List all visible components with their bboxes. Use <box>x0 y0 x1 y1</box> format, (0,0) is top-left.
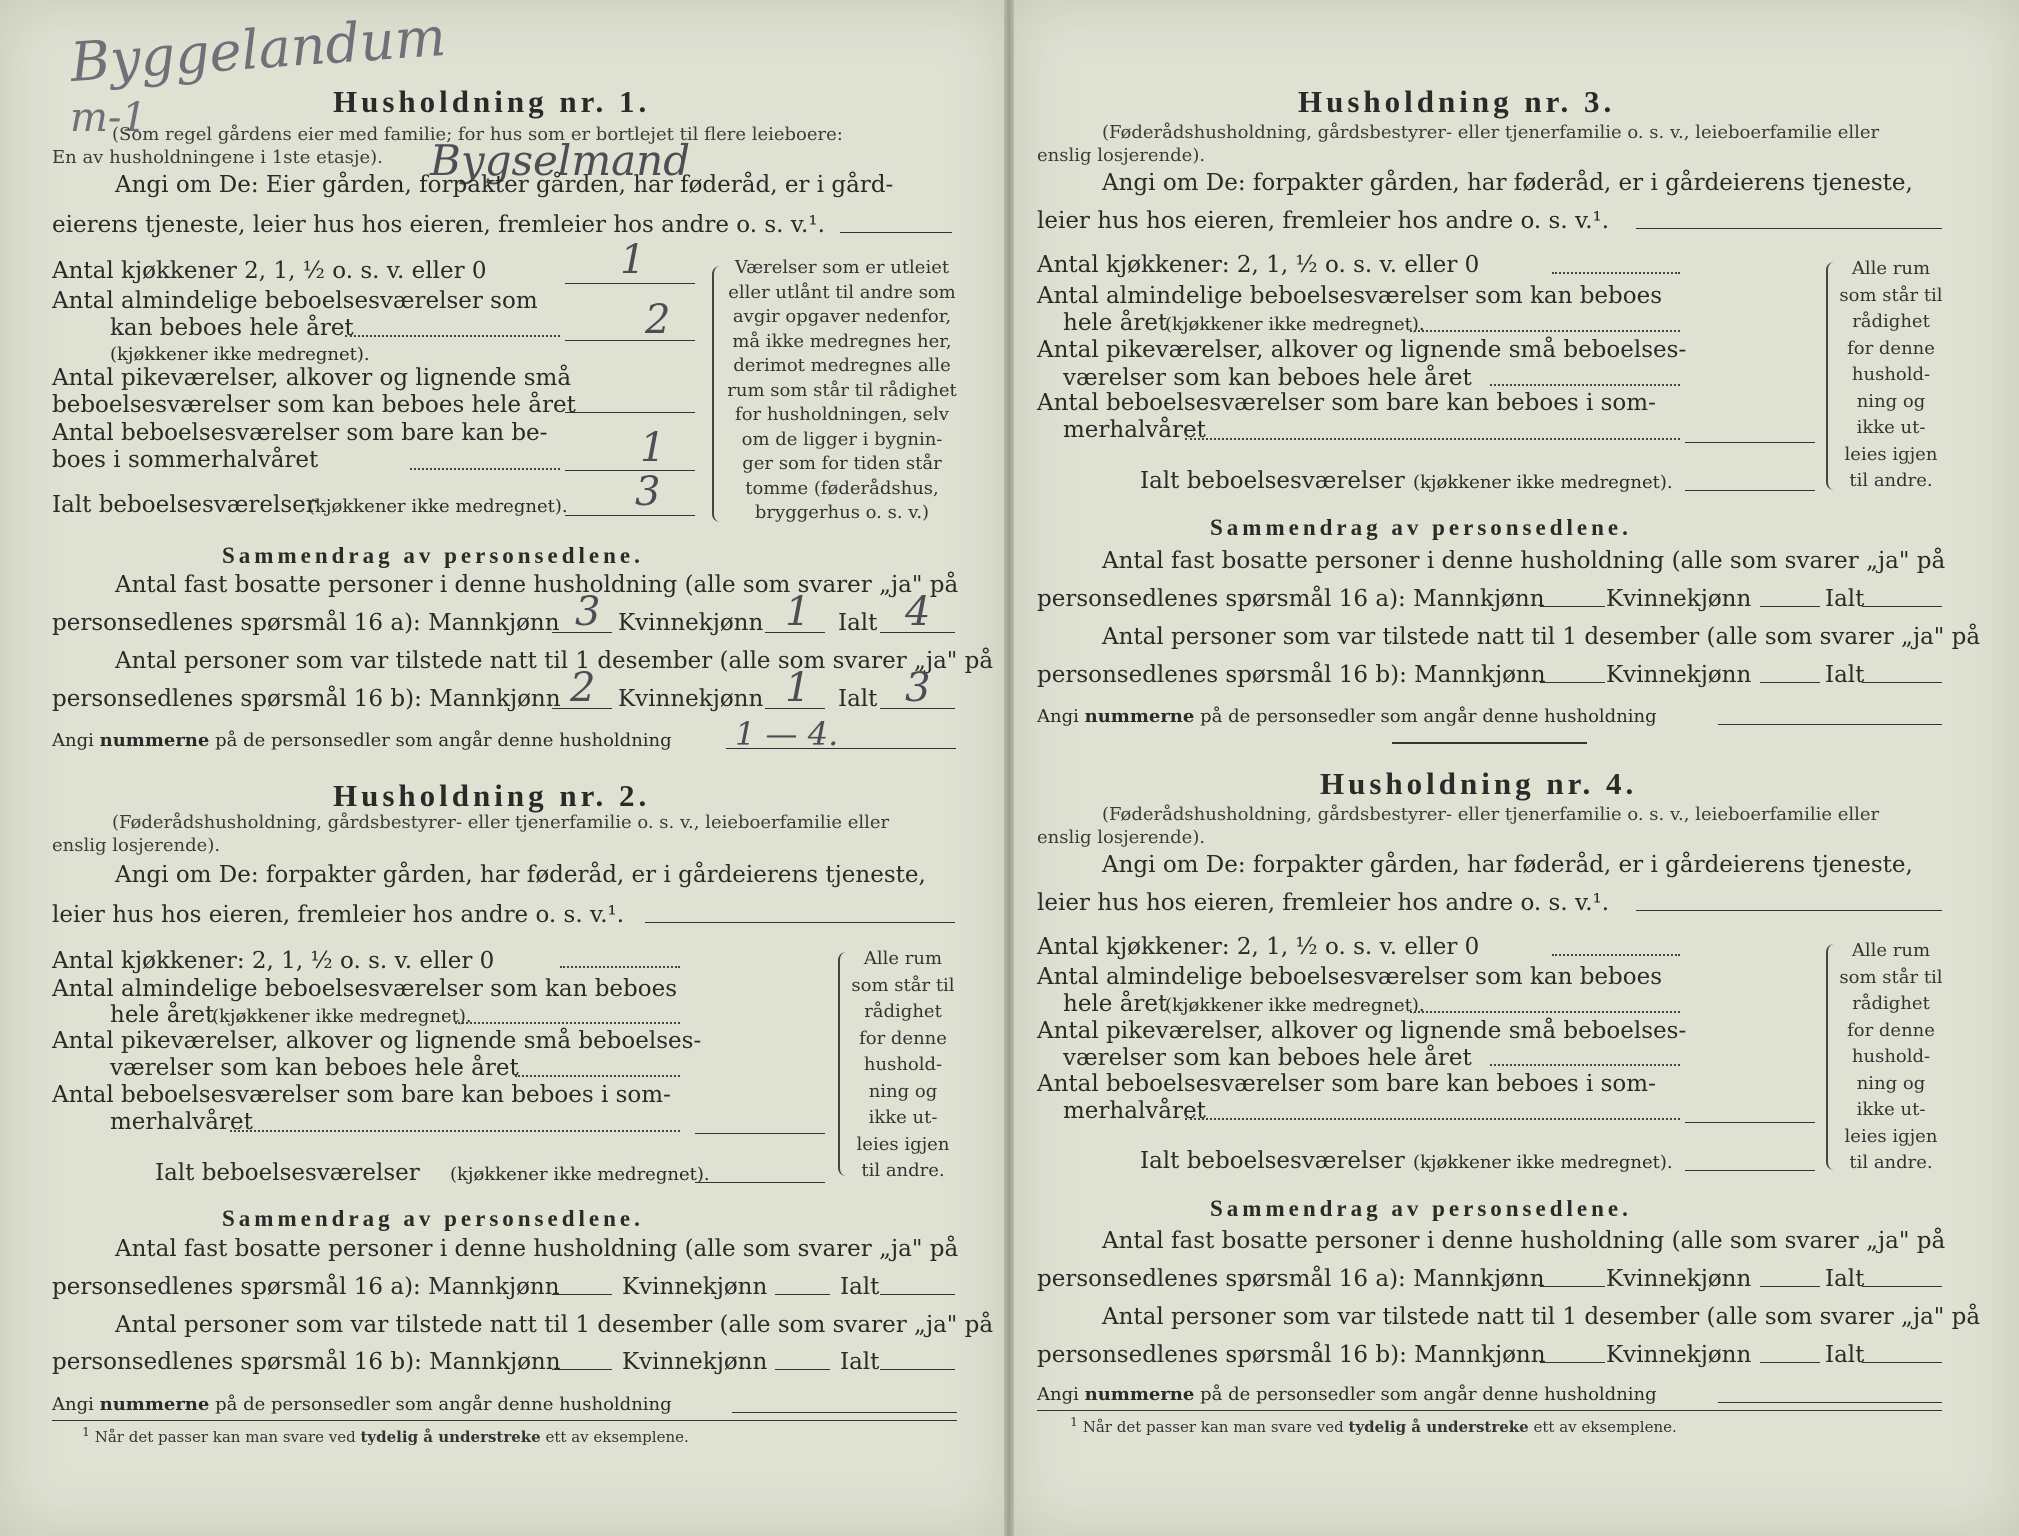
hh1-side-note-line: må ikke medregnes her, <box>732 330 952 352</box>
hh3-angi-2: leier hus hos eieren, fremleier hos andre o. s. v.¹. <box>1037 208 1610 234</box>
hh3-note-1: (Føderådshusholdning, gårdsbestyrer- eller tjenerfamilie o. s. v., leieboerfamilie eller <box>1102 122 1880 143</box>
hh2-side-note-line: rådighet <box>864 1001 942 1022</box>
hh2-side-note-line: hushold- <box>863 1054 943 1075</box>
hh4-summary-title: Sammendrag av personsedlene. <box>1210 1196 1632 1221</box>
hh1-side-note-line: for husholdningen, selv <box>735 404 949 425</box>
hh4-s4: personsedlenes spørsmål 16 b): Mannkjønn <box>1037 1342 1546 1368</box>
hh4-side-note-line: som står til <box>1839 966 1943 988</box>
hh3-summer-b: merhalvåret <box>1063 417 1206 443</box>
hh1-title: Husholdning nr. 1. <box>333 84 651 119</box>
hh3-side-note-line: til andre. <box>1849 470 1933 491</box>
hh2-summer-b: merhalvåret <box>110 1109 253 1135</box>
hh3-s1: Antal fast bosatte personer i denne husholdning (alle som svarer „ja" på <box>1102 548 1946 574</box>
hh4-total: Ialt beboelsesværelser <box>1140 1148 1405 1174</box>
hh4-maid-a: Antal pikeværelser, alkover og lignende små beboelses- <box>1037 1018 1687 1044</box>
hh3-side-note <box>1836 256 1946 495</box>
hh3-total-note: (kjøkkener ikke medregnet). <box>1413 472 1673 493</box>
hh1-rooms-b: kan beboes hele året <box>110 315 354 341</box>
hh3-side-note-line: leies igjen <box>1844 443 1938 465</box>
hh4-kitchens: Antal kjøkkener: 2, 1, ½ o. s. v. eller 0 <box>1037 934 1480 960</box>
hh1-angi-1: Angi om De: Eier gården, forpakter gården, har føderåd, er i gård- <box>115 172 894 198</box>
hh1-total-value: 3 <box>635 469 661 515</box>
hh4-s2: personsedlenes spørsmål 16 a): Mannkjønn <box>1037 1266 1545 1292</box>
hh1-16b-kvinne: Kvinnekjønn <box>618 686 764 712</box>
hh2-note-1: (Føderådshusholdning, gårdsbestyrer- eller tjenerfamilie o. s. v., leieboerfamilie eller <box>112 812 890 833</box>
hh1-angi-2: eierens tjeneste, leier hus hos eieren, fremleier hos andre o. s. v.¹. <box>52 212 825 238</box>
hh2-side-note-line: leies igjen <box>856 1133 950 1155</box>
hh2-side-note-line: ikke ut- <box>868 1107 938 1128</box>
hh1-total-note: (kjøkkener ikke medregnet). <box>308 496 568 517</box>
hh4-side-note-line: hushold- <box>1851 1046 1931 1067</box>
hh4-note-2: enslig losjerende). <box>1037 827 1206 848</box>
hh1-s4: personsedlenes spørsmål 16 b): Mannkjønn <box>52 686 561 712</box>
hh1-side-note <box>722 256 962 526</box>
hh1-side-note-line: om de ligger i bygnin- <box>741 428 943 450</box>
hh3-16a-kvinne: Kvinnekjønn <box>1606 586 1752 612</box>
hh2-side-note-line: som står til <box>851 974 955 996</box>
hh1-16b-ialt: Ialt <box>838 686 878 712</box>
hh2-side-note-line: for denne <box>859 1027 947 1049</box>
hh2-total-note: (kjøkkener ikke medregnet). <box>450 1164 710 1185</box>
hh1-numbers-value: 1 — 4. <box>735 715 839 753</box>
hh3-side-note-line: ning og <box>1856 390 1926 412</box>
hh2-note-2: enslig losjerende). <box>52 835 221 856</box>
hh2-maid-a: Antal pikeværelser, alkover og lignende små beboelses- <box>52 1028 702 1054</box>
hh2-16b-kvinne: Kvinnekjønn <box>622 1349 768 1375</box>
hh4-rooms-c: (kjøkkener ikke medregnet). <box>1165 995 1425 1016</box>
hh1-summer-a: Antal beboelsesværelser som bare kan be- <box>52 420 548 446</box>
hh2-side-note-line: Alle rum <box>863 948 943 969</box>
hh4-16a-kvinne: Kvinnekjønn <box>1606 1266 1752 1292</box>
hh1-kitchens-value: 1 <box>620 237 646 283</box>
hh1-16a-kvinne: Kvinnekjønn <box>618 610 764 636</box>
hh4-side-note-line: leies igjen <box>1844 1125 1938 1147</box>
hh2-s2: personsedlenes spørsmål 16 a): Mannkjønn <box>52 1274 560 1300</box>
hh1-rooms-a: Antal almindelige beboelsesværelser som <box>52 288 538 314</box>
hh1-16b-m: 2 <box>570 665 596 711</box>
hh3-kitchens: Antal kjøkkener: 2, 1, ½ o. s. v. eller 0 <box>1037 252 1480 278</box>
hh4-rooms-a: Antal almindelige beboelsesværelser som kan beboes <box>1037 964 1663 990</box>
hh2-side-note-line: ning og <box>868 1080 938 1102</box>
hh4-side-note-line: rådighet <box>1852 993 1930 1014</box>
hh3-maid-b: værelser som kan beboes hele året <box>1063 365 1472 391</box>
hh4-s1: Antal fast bosatte personer i denne husholdning (alle som svarer „ja" på <box>1102 1228 1946 1254</box>
hh1-side-note-line: derimot medregnes alle <box>733 355 951 376</box>
hh2-16b-ialt: Ialt <box>840 1349 880 1375</box>
hh2-maid-b: værelser som kan beboes hele året <box>110 1055 519 1081</box>
hh4-side-note-line: ikke ut- <box>1856 1099 1926 1120</box>
hh1-s2: personsedlenes spørsmål 16 a): Mannkjønn <box>52 610 560 636</box>
hh3-side-note-line: ikke ut- <box>1856 417 1926 438</box>
hh1-16a-k: 1 <box>785 589 811 635</box>
hh2-kitchens: Antal kjøkkener: 2, 1, ½ o. s. v. eller 0 <box>52 948 495 974</box>
hh4-s3: Antal personer som var tilstede natt til 1 desember (alle som svarer „ja" på <box>1102 1304 1981 1330</box>
hh3-numbers-line: Angi nummerne på de personsedler som angår denne husholdning <box>1037 706 1657 727</box>
hh1-maid-b: beboelsesværelser som kan beboes hele året <box>52 392 576 418</box>
hh1-16a-ialt: Ialt <box>838 610 878 636</box>
hh1-16b-t: 3 <box>905 665 931 711</box>
hh3-angi-1: Angi om De: forpakter gården, har føderåd, er i gårdeierens tjeneste, <box>1102 170 1913 196</box>
hh1-side-note-line: tomme (føderådshus, <box>745 477 939 499</box>
hh4-16b-kvinne: Kvinnekjønn <box>1606 1342 1752 1368</box>
hh4-rooms-b: hele året <box>1063 991 1168 1017</box>
hh3-summer-a: Antal beboelsesværelser som bare kan beboes i som- <box>1037 390 1656 416</box>
hh1-16a-t: 4 <box>905 589 931 635</box>
hh4-maid-b: værelser som kan beboes hele året <box>1063 1045 1472 1071</box>
hh3-summary-title: Sammendrag av personsedlene. <box>1210 515 1632 540</box>
hh4-total-note: (kjøkkener ikke medregnet). <box>1413 1152 1673 1173</box>
hh1-kitchens-label: Antal kjøkkener 2, 1, ½ o. s. v. eller 0 <box>52 258 487 284</box>
hh2-rooms-c: (kjøkkener ikke medregnet). <box>212 1006 472 1027</box>
hh3-rooms-c: (kjøkkener ikke medregnet). <box>1165 314 1425 335</box>
hh1-rooms-c: (kjøkkener ikke medregnet). <box>110 344 370 365</box>
hh3-side-note-line: rådighet <box>1852 311 1930 332</box>
hh1-side-note-line: bryggerhus o. s. v.) <box>754 502 930 523</box>
hh4-summer-a: Antal beboelsesværelser som bare kan beboes i som- <box>1037 1071 1656 1097</box>
hh3-s4: personsedlenes spørsmål 16 b): Mannkjønn <box>1037 662 1546 688</box>
hh3-rooms-a: Antal almindelige beboelsesværelser som kan beboes <box>1037 283 1663 309</box>
hh1-note-1: (Som regel gårdens eier med familie; for hus som er bortlejet til flere leieboere: <box>112 124 843 145</box>
hh4-side-note-line: ning og <box>1856 1072 1926 1094</box>
hh2-side-note-line: til andre. <box>861 1160 945 1181</box>
hh3-note-2: enslig losjerende). <box>1037 145 1206 166</box>
hh1-side-note-line: ger som for tiden står <box>742 453 942 474</box>
hh2-title: Husholdning nr. 2. <box>333 778 651 813</box>
hh1-16a-m: 3 <box>575 589 601 635</box>
hh2-summer-a: Antal beboelsesværelser som bare kan beboes i som- <box>52 1082 671 1108</box>
hh2-s1: Antal fast bosatte personer i denne husholdning (alle som svarer „ja" på <box>115 1236 959 1262</box>
hh3-16b-kvinne: Kvinnekjønn <box>1606 662 1752 688</box>
hh4-16a-ialt: Ialt <box>1825 1266 1865 1292</box>
hh3-16a-ialt: Ialt <box>1825 586 1865 612</box>
hh2-s3: Antal personer som var tilstede natt til 1 desember (alle som svarer „ja" på <box>115 1312 994 1338</box>
hh1-summary-title: Sammendrag av personsedlene. <box>222 543 644 568</box>
hh2-total: Ialt beboelsesværelser <box>155 1160 420 1186</box>
hh1-s3: Antal personer som var tilstede natt til 1 desember (alle som svarer „ja" på <box>115 648 994 674</box>
hh3-side-note-line: som står til <box>1839 284 1943 306</box>
hh1-status-answer: Bygselmand <box>430 136 691 185</box>
hh1-note-2: En av husholdningene i 1ste etasje). <box>52 147 383 168</box>
hh2-footnote: $^1$ Når det passer kan man svare ved tydelig å understreke ett av eksemplene. <box>82 1424 689 1446</box>
hh3-total: Ialt beboelsesværelser <box>1140 468 1405 494</box>
hh2-summary-title: Sammendrag av personsedlene. <box>222 1206 644 1231</box>
hh4-title: Husholdning nr. 4. <box>1320 766 1638 801</box>
hh1-side-note-line: rum som står til rådighet <box>727 379 957 401</box>
hh2-rooms-a: Antal almindelige beboelsesværelser som kan beboes <box>52 976 678 1002</box>
hh1-maid-a: Antal pikeværelser, alkover og lignende små <box>52 365 572 391</box>
hh3-rooms-b: hele året <box>1063 310 1168 336</box>
hh4-16b-ialt: Ialt <box>1825 1342 1865 1368</box>
page-gutter <box>1004 0 1014 1536</box>
hh1-numbers-line: Angi nummerne på de personsedler som angår denne husholdning <box>52 730 672 751</box>
hh3-maid-a: Antal pikeværelser, alkover og lignende små beboelses- <box>1037 337 1687 363</box>
hh3-side-note-line: Alle rum <box>1851 258 1931 279</box>
hh4-side-note <box>1836 938 1946 1177</box>
hh4-angi-2: leier hus hos eieren, fremleier hos andre o. s. v.¹. <box>1037 890 1610 916</box>
hh1-summer-value: 1 <box>640 425 666 471</box>
hh1-summer-b: boes i sommerhalvåret <box>52 447 319 473</box>
hh2-angi-2: leier hus hos eieren, fremleier hos andre o. s. v.¹. <box>52 902 625 928</box>
hh2-16a-kvinne: Kvinnekjønn <box>622 1274 768 1300</box>
hh2-side-note <box>848 946 958 1185</box>
hh1-side-note-line: eller utlånt til andre som <box>728 281 956 303</box>
hh4-summer-b: merhalvåret <box>1063 1098 1206 1124</box>
hh3-side-note-line: hushold- <box>1851 364 1931 385</box>
hh4-note-1: (Føderådshusholdning, gårdsbestyrer- eller tjenerfamilie o. s. v., leieboerfamilie eller <box>1102 804 1880 825</box>
hh1-s1: Antal fast bosatte personer i denne husholdning (alle som svarer „ja" på <box>115 572 959 598</box>
hh3-side-note-line: for denne <box>1847 337 1935 359</box>
hh1-rooms-value: 2 <box>645 297 671 343</box>
hh4-side-note-line: til andre. <box>1849 1152 1933 1173</box>
hh4-footnote: $^1$ Når det passer kan man svare ved tydelig å understreke ett av eksemplene. <box>1070 1414 1677 1436</box>
hh3-s2: personsedlenes spørsmål 16 a): Mannkjønn <box>1037 586 1545 612</box>
hh1-16b-k: 1 <box>785 665 811 711</box>
page-mark: m-1 <box>70 95 147 141</box>
hh4-angi-1: Angi om De: forpakter gården, har føderåd, er i gårdeierens tjeneste, <box>1102 852 1913 878</box>
hh2-rooms-b: hele året <box>110 1002 215 1028</box>
page-annotation: Byggelandum <box>68 4 448 95</box>
hh1-side-note-line: Værelser som er utleiet <box>734 257 950 278</box>
hh3-16b-ialt: Ialt <box>1825 662 1865 688</box>
hh2-s4: personsedlenes spørsmål 16 b): Mannkjønn <box>52 1349 561 1375</box>
hh3-s3: Antal personer som var tilstede natt til 1 desember (alle som svarer „ja" på <box>1102 624 1981 650</box>
hh3-title: Husholdning nr. 3. <box>1298 84 1616 119</box>
hh4-side-note-line: for denne <box>1847 1019 1935 1041</box>
hh2-numbers-line: Angi nummerne på de personsedler som angår denne husholdning <box>52 1394 672 1415</box>
hh1-side-note-line: avgir opgaver nedenfor, <box>732 306 952 327</box>
hh4-numbers-line: Angi nummerne på de personsedler som angår denne husholdning <box>1037 1384 1657 1405</box>
hh2-16a-ialt: Ialt <box>840 1274 880 1300</box>
hh1-total-label: Ialt beboelsesværelser <box>52 492 317 518</box>
hh2-angi-1: Angi om De: forpakter gården, har føderåd, er i gårdeierens tjeneste, <box>115 862 926 888</box>
hh4-side-note-line: Alle rum <box>1851 940 1931 961</box>
